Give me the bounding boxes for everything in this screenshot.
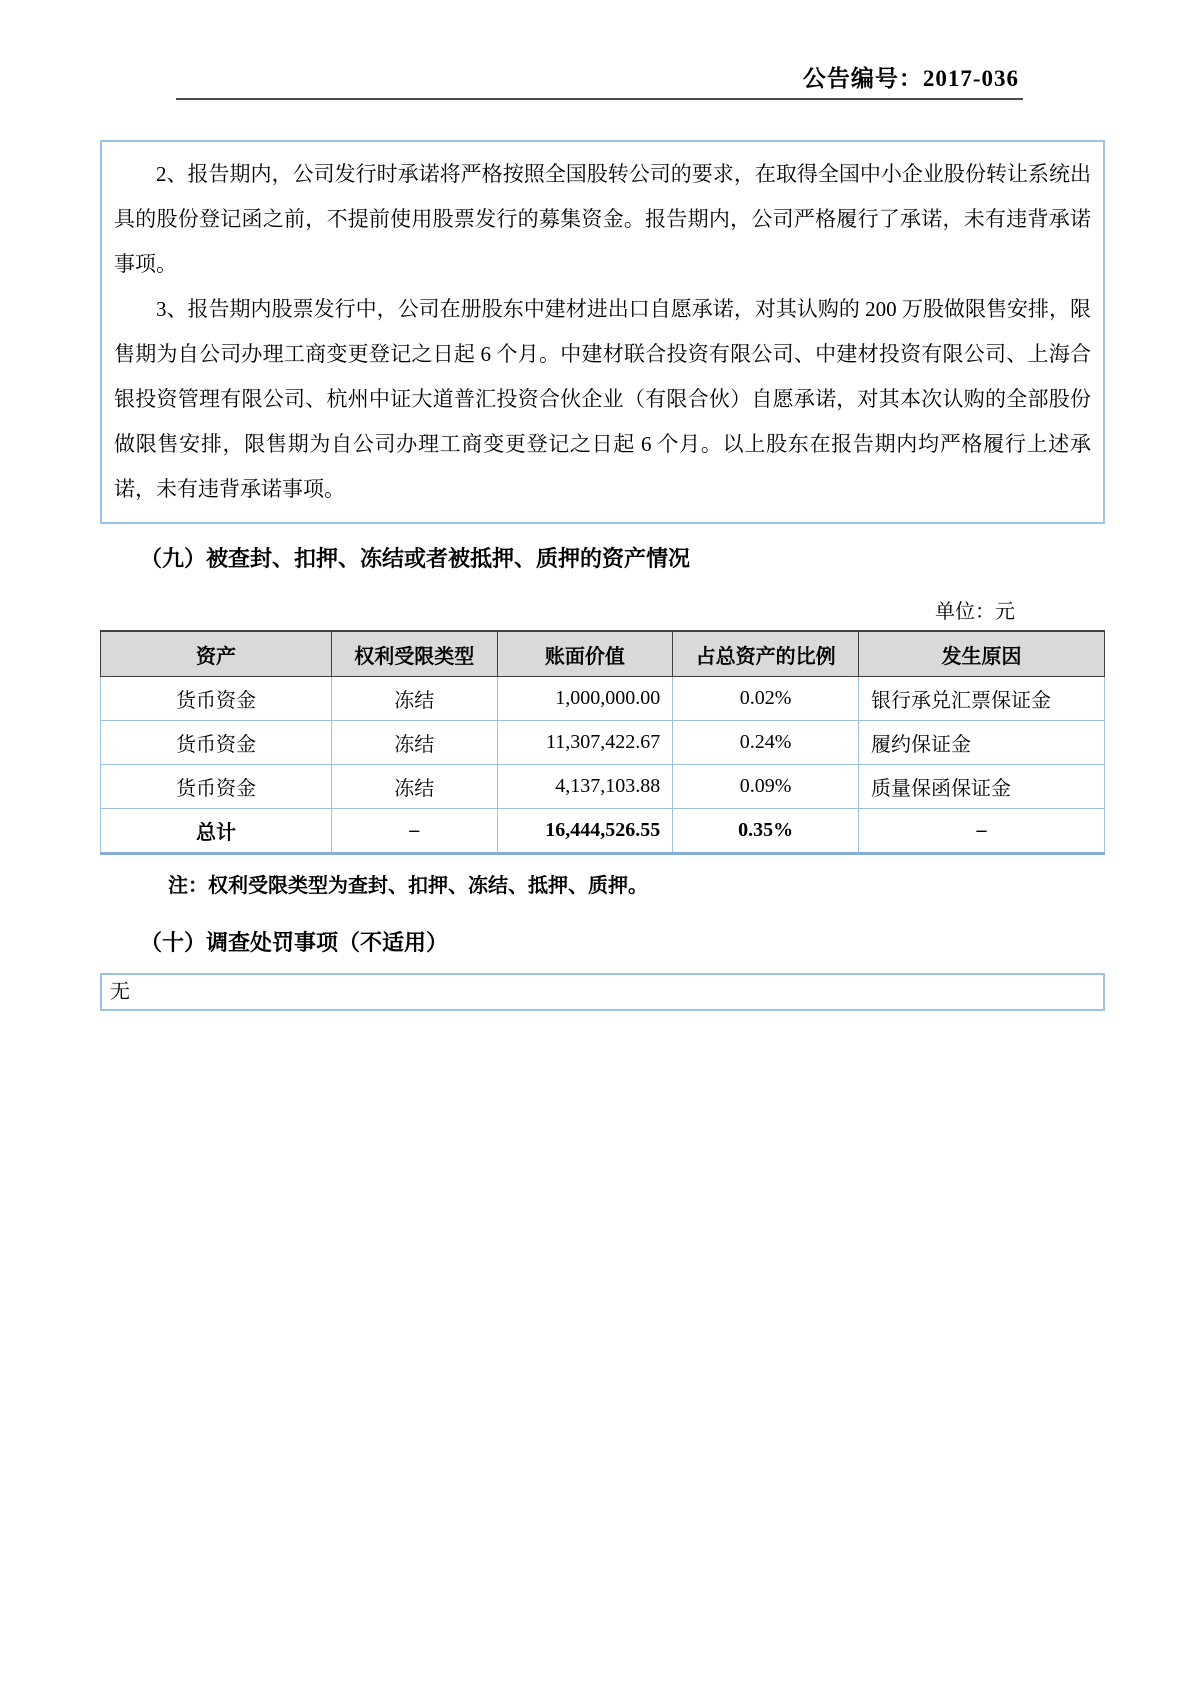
col-header-book-value: 账面价值 [497, 631, 673, 677]
commitments-box [100, 140, 1105, 524]
section-9-title: （九）被查封、扣押、冻结或者被抵押、质押的资产情况 [140, 546, 691, 571]
cell-reason: 履约保证金 [858, 721, 1104, 765]
col-header-reason: 发生原因 [858, 631, 1104, 677]
notice-number: 公告编号：2017-036 [802, 66, 1019, 91]
cell-total-label: 总计 [101, 809, 332, 854]
cell-restriction-type: 冻结 [331, 765, 497, 809]
commitment-paragraph-3: 3、报告期内股票发行中，公司在册股东中建材进出口自愿承诺，对其认购的 200 万股做限售安排，限售期为自公司办理工商变更登记之日起 6 个月。中建材联合投资有限公司、中建材投资有限公司、上海合银投资管理有限公司、杭州中证大道普汇投资合伙企业（有限合伙）自愿承诺，对其本次认购的全部股份做限售安排，限售期为自公司办理工商变更登记之日起 6 个月。以上股东在报告期内均严格履行上述承诺，未有违背承诺事项。 [114, 297, 1091, 501]
cell-restriction-type: 冻结 [331, 677, 497, 721]
col-header-ratio: 占总资产的比例 [673, 631, 859, 677]
table-row [101, 765, 1105, 809]
cell-asset: 货币资金 [101, 765, 332, 809]
cell-ratio: 0.09% [673, 765, 859, 809]
cell-reason: 质量保函保证金 [858, 765, 1104, 809]
col-header-asset: 资产 [101, 631, 332, 677]
table-header-row [101, 631, 1105, 677]
cell-asset: 货币资金 [101, 721, 332, 765]
cell-book-value: 4,137,103.88 [497, 765, 673, 809]
empty-content-box: 无 [100, 973, 1105, 1011]
table-row [101, 677, 1105, 721]
page-header [176, 60, 1023, 100]
cell-reason: 银行承兑汇票保证金 [858, 677, 1104, 721]
cell-asset: 货币资金 [101, 677, 332, 721]
table-note: 注：权利受限类型为查封、扣押、冻结、抵押、质押。 [168, 875, 648, 897]
cell-total-restriction: – [331, 809, 497, 854]
commitment-paragraph-2: 2、报告期内，公司发行时承诺将严格按照全国股转公司的要求，在取得全国中小企业股份转让系统出具的股份登记函之前，不提前使用股票发行的募集资金。报告期内，公司严格履行了承诺，未有违背承诺事项。 [114, 162, 1091, 276]
unit-label: 单位：元 [935, 601, 1015, 623]
table-row [101, 721, 1105, 765]
cell-ratio: 0.24% [673, 721, 859, 765]
cell-book-value: 11,307,422.67 [497, 721, 673, 765]
cell-total-reason: – [858, 809, 1104, 854]
cell-ratio: 0.02% [673, 677, 859, 721]
cell-book-value: 1,000,000.00 [497, 677, 673, 721]
cell-total-book-value: 16,444,526.55 [497, 809, 673, 854]
cell-restriction-type: 冻结 [331, 721, 497, 765]
cell-total-ratio: 0.35% [673, 809, 859, 854]
col-header-restriction-type: 权利受限类型 [331, 631, 497, 677]
section-10-title: （十）调查处罚事项（不适用） [140, 930, 449, 955]
table-total-row [101, 809, 1105, 854]
restricted-assets-table [100, 630, 1105, 855]
